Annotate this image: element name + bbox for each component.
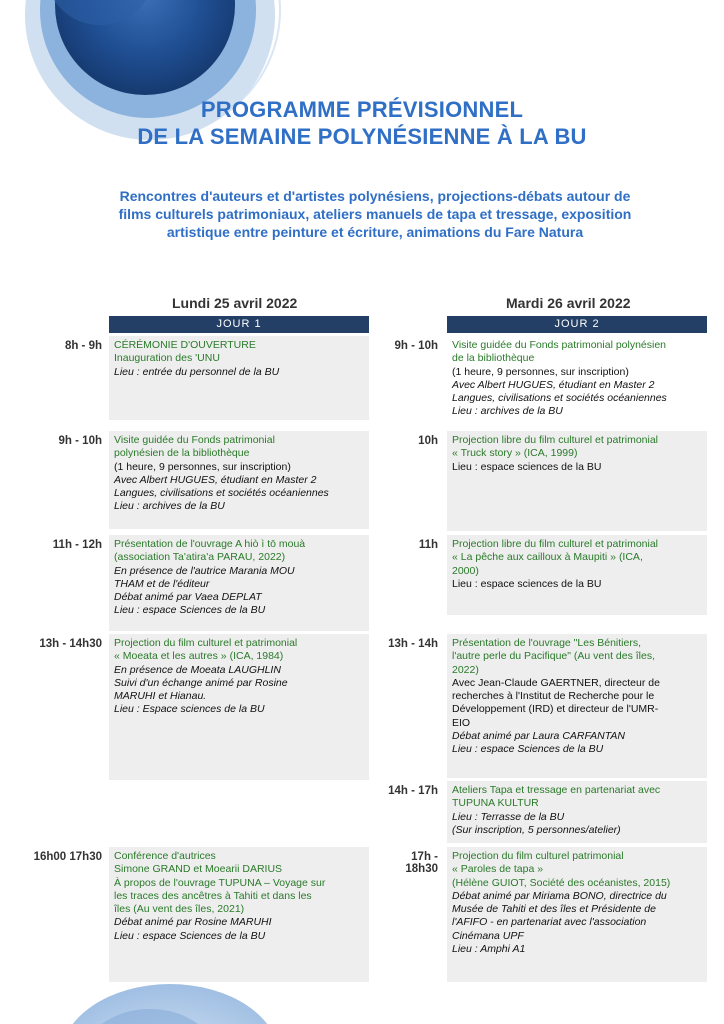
event-line: 2022)	[452, 663, 479, 676]
event-details	[447, 847, 707, 982]
event-line: MARUHI et Hianau.	[114, 690, 207, 703]
event-line: (Hélène GUIOT, Société des océanistes, 2015)	[452, 876, 671, 889]
event-time: 13h - 14h30	[39, 638, 102, 650]
event-line: polynésien de la bibliothèque	[114, 447, 250, 460]
event-line: Lieu : espace Sciences de la BU	[452, 743, 604, 756]
event-line: THAM et de l'éditeur	[114, 577, 210, 590]
day1-date: Lundi 25 avril 2022	[172, 295, 298, 311]
event-line: Projection libre du film culturel et patrimonial	[452, 538, 659, 550]
event-line: (association Ta'atira'a PARAU, 2022)	[114, 551, 286, 564]
event-line: l'autre perle du Pacifique" (Au vent des îles,	[452, 650, 656, 663]
event-line: Conférence d'autrices	[114, 850, 216, 862]
event-line: En présence de l'autrice Marania MOU	[114, 564, 295, 577]
day2-jour-bar: JOUR 2	[447, 316, 707, 333]
event-time: 9h - 10h	[58, 435, 102, 447]
event-line: Cinémana UPF	[452, 929, 524, 942]
event-line: « Truck story » (ICA, 1999)	[452, 447, 578, 460]
event-line: « Moeata et les autres » (ICA, 1984)	[114, 650, 284, 663]
event-line: Inauguration des 'UNU	[114, 352, 220, 365]
page-title-line2: DE LA SEMAINE POLYNÉSIENNE À LA BU	[137, 124, 587, 149]
event-time: 13h - 14h	[388, 638, 438, 650]
day1-jour-bar: JOUR 1	[109, 316, 369, 333]
event-time: 8h - 9h	[64, 340, 102, 352]
event-line: Projection du film culturel patrimonial	[452, 850, 624, 862]
event-line: Lieu : Espace sciences de la BU	[114, 703, 265, 716]
event-line: les traces des ancêtres à Tahiti et dans les	[114, 889, 312, 902]
event-line: recherches à l'Institut de Recherche pour le	[452, 690, 655, 703]
event-line: Développement (IRD) et directeur de l'UMR-	[452, 703, 659, 716]
day2-date: Mardi 26 avril 2022	[506, 295, 631, 311]
event-line: (1 heure, 9 personnes, sur inscription)	[452, 365, 629, 378]
event-line: Visite guidée du Fonds patrimonial polynésien	[452, 339, 667, 351]
event-line: Présentation de l'ouvrage "Les Bénitiers,	[452, 637, 642, 649]
page-title-line1: PROGRAMME PRÉVISIONNEL	[200, 97, 524, 122]
event-details	[109, 634, 369, 780]
event-line: « La pêche aux cailloux à Maupiti » (ICA,	[452, 551, 643, 564]
event-line: Lieu : entrée du personnel de la BU	[114, 365, 280, 378]
event-line: Avec Jean-Claude GAERTNER, directeur de	[452, 676, 660, 689]
event-time: 11h - 12h	[52, 539, 102, 551]
event-line: « Paroles de tapa »	[452, 863, 544, 876]
event-line: Lieu : archives de la BU	[452, 405, 563, 418]
event-line: îles (Au vent des îles, 2021)	[114, 903, 245, 916]
event-line: CÉRÉMONIE D'OUVERTURE	[114, 339, 256, 351]
event-line: Langues, civilisations et sociétés océaniennes	[452, 392, 667, 405]
event-line: À propos de l'ouvrage TUPUNA – Voyage sur	[114, 876, 326, 889]
event-line: Débat animé par Laura CARFANTAN	[452, 730, 625, 743]
event-details	[447, 781, 707, 843]
event-time: 10h	[418, 435, 438, 447]
event-time: 14h - 17h	[388, 785, 438, 797]
event-time: 9h - 10h	[394, 340, 438, 352]
event-line: Lieu : Amphi A1	[452, 943, 526, 956]
event-line: Suivi d'un échange animé par Rosine	[114, 676, 288, 689]
event-line: Lieu : espace sciences de la BU	[452, 577, 602, 590]
event-line: Avec Albert HUGUES, étudiant en Master 2	[114, 473, 317, 486]
event-line: EIO	[452, 716, 471, 729]
event-line: Lieu : Terrasse de la BU	[452, 810, 565, 823]
event-line: (1 heure, 9 personnes, sur inscription)	[114, 460, 291, 473]
event-line: Débat animé par Miriama BONO, directrice du	[452, 889, 667, 902]
event-line: l'AFIFO - en partenariat avec l'association	[452, 916, 647, 929]
programme-subtitle: Rencontres d'auteurs et d'artistes polynésiens, projections-débats autour de films culturels patrimoniaux, ateliers manuels de tapa et tressage, exposition artistique entre peinture et écriture, animations du Fare Natura	[118, 188, 632, 240]
event-line: Débat animé par Rosine MARUHI	[114, 916, 272, 929]
event-line: de la bibliothèque	[452, 352, 535, 365]
event-details	[447, 431, 707, 531]
event-line: TUPUNA KULTUR	[452, 797, 539, 810]
event-line: Langues, civilisations et sociétés océaniennes	[114, 487, 329, 500]
event-line: Musée de Tahiti et des îles et Présidente de	[452, 903, 656, 916]
event-line: Lieu : espace Sciences de la BU	[114, 929, 266, 942]
event-line: Lieu : espace sciences de la BU	[452, 460, 602, 473]
event-line: Débat animé par Vaea DEPLAT	[114, 591, 262, 604]
event-line: Avec Albert HUGUES, étudiant en Master 2	[452, 378, 655, 391]
event-line: (Sur inscription, 5 personnes/atelier)	[452, 823, 621, 836]
event-details	[447, 336, 707, 424]
event-line: Projection libre du film culturel et patrimonial	[452, 434, 659, 446]
event-time: 11h	[418, 539, 438, 551]
event-line: Projection du film culturel et patrimonial	[114, 637, 298, 649]
event-line: Présentation de l'ouvrage A hiò ì tō mouà	[114, 538, 306, 550]
event-line: Lieu : archives de la BU	[114, 500, 225, 513]
event-line: Ateliers Tapa et tressage en partenariat avec	[452, 784, 661, 796]
event-details	[447, 634, 707, 778]
event-line: Lieu : espace Sciences de la BU	[114, 604, 266, 617]
decorative-circles-bottom	[0, 964, 724, 1024]
event-line: Simone GRAND et Moearii DARIUS	[114, 863, 283, 876]
event-line: 2000)	[452, 564, 479, 577]
event-details	[447, 535, 707, 615]
event-line: En présence de Moeata LAUGHLIN	[114, 663, 281, 676]
event-time: 16h00 17h30	[33, 851, 102, 863]
event-line: Visite guidée du Fonds patrimonial	[114, 434, 275, 446]
event-time: 17h - 18h30	[405, 851, 438, 875]
